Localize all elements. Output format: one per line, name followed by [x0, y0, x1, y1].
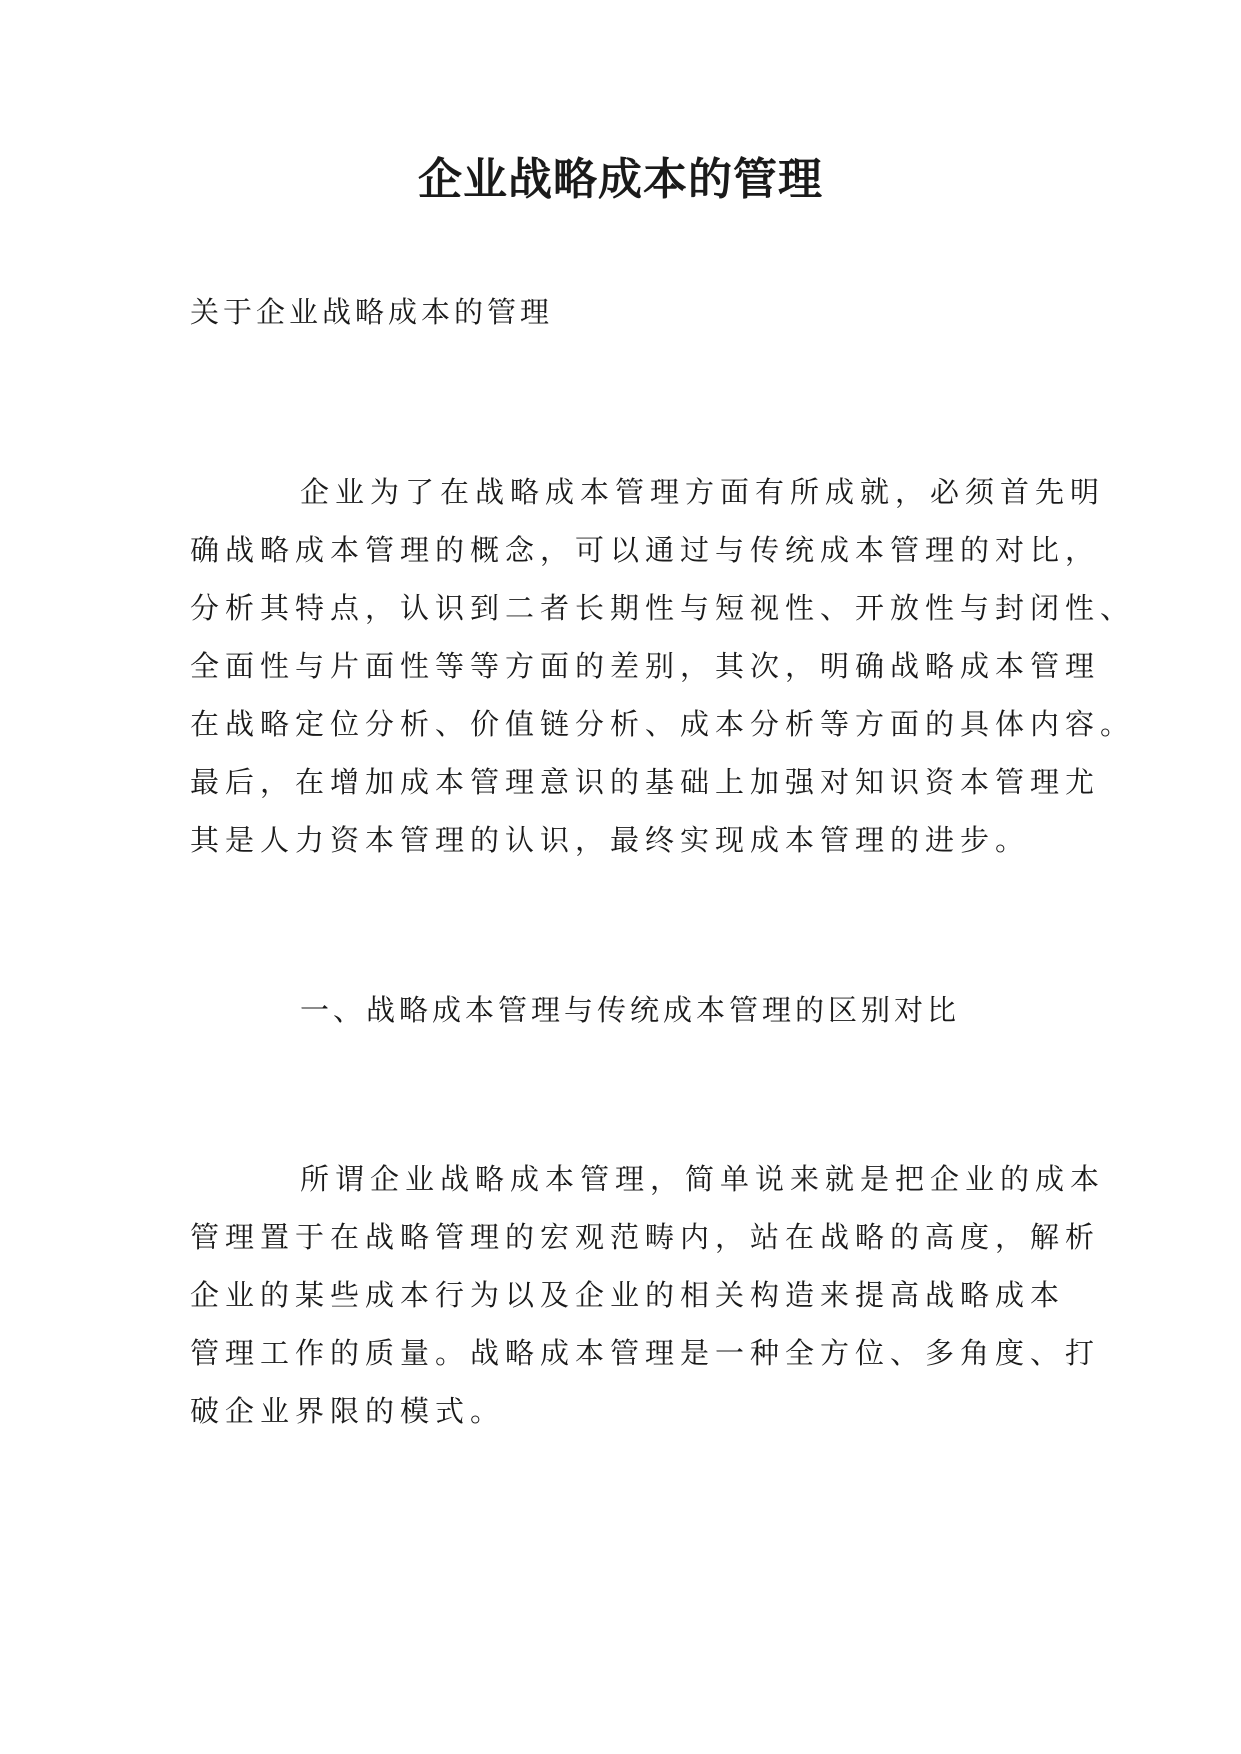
paragraph-line: 确战略成本管理的概念，可以通过与传统成本管理的对比， — [190, 533, 1101, 567]
document-subtitle: 关于企业战略成本的管理 — [190, 295, 554, 329]
paragraph-line: 管理置于在战略管理的宏观范畴内，站在战略的高度，解析 — [190, 1220, 1101, 1254]
document-title: 企业战略成本的管理 — [418, 154, 823, 205]
paragraph-line: 所谓企业战略成本管理，简单说来就是把企业的成本 — [300, 1162, 1106, 1196]
paragraph-line: 最后，在增加成本管理意识的基础上加强对知识资本管理尤 — [190, 765, 1101, 799]
paragraph-line: 管理工作的质量。战略成本管理是一种全方位、多角度、打 — [190, 1336, 1101, 1370]
paragraph-line: 企业的某些成本行为以及企业的相关构造来提高战略成本 — [190, 1278, 1066, 1312]
paragraph-intro — [190, 463, 1136, 869]
paragraph-line: 企业为了在战略成本管理方面有所成就，必须首先明 — [300, 475, 1106, 509]
paragraph-line: 其是人力资本管理的认识，最终实现成本管理的进步。 — [190, 823, 1031, 857]
section-heading: 一、战略成本管理与传统成本管理的区别对比 — [300, 993, 961, 1027]
paragraph-line: 分析其特点，认识到二者长期性与短视性、开放性与封闭性、 — [190, 591, 1136, 625]
paragraph-line: 破企业界限的模式。 — [190, 1394, 506, 1428]
paragraph-definition — [190, 1150, 1106, 1440]
paragraph-line: 全面性与片面性等等方面的差别，其次，明确战略成本管理 — [190, 649, 1101, 683]
paragraph-line: 在战略定位分析、价值链分析、成本分析等方面的具体内容。 — [190, 707, 1136, 741]
